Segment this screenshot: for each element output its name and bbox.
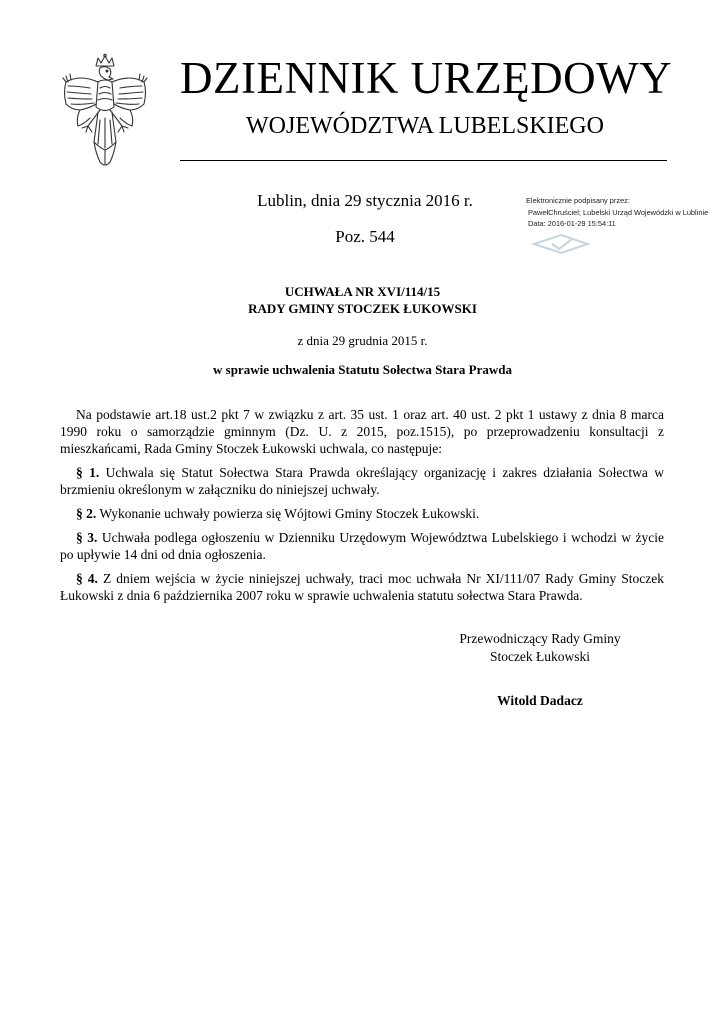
paragraph-number: § 2. (76, 506, 97, 521)
paragraph-4 (60, 570, 664, 604)
paragraph-text: Wykonanie uchwały powierza się Wójtowi Gminy Stoczek Łukowski. (96, 506, 480, 521)
masthead-subtitle: WOJEWÓDZTWA LUBELSKIEGO (246, 113, 604, 139)
signer-role-line-1: Przewodniczący Rady Gminy (459, 631, 621, 646)
position-number: Poz. 544 (335, 227, 395, 246)
signature-check-icon (530, 232, 592, 256)
polish-eagle-emblem (60, 52, 150, 170)
place-date: Lublin, dnia 29 stycznia 2016 r. (257, 191, 473, 210)
resolution-title (0, 283, 725, 317)
resolution-date: z dnia 29 grudnia 2015 r. (297, 333, 428, 348)
masthead-divider (180, 160, 667, 161)
resolution-body (60, 406, 664, 611)
paragraph-text: Z dniem wejścia w życie niniejszej uchwały, traci moc uchwała Nr XI/111/07 Rady Gminy Stoczek Łukowski z dnia 6 października 2007 roku w sprawie uchwalenia statutu sołectwa Stara Prawda. (60, 571, 665, 603)
paragraph-number: § 1. (76, 465, 100, 480)
resolution-title-number: UCHWAŁA NR XVI/114/15 (284, 284, 441, 299)
signature-line-date: Data: 2016-01-29 15:54:11 (528, 219, 616, 228)
signer-role-line-2: Stoczek Łukowski (489, 649, 591, 664)
signer-name: Witold Dadacz (497, 693, 583, 708)
resolution-subject: w sprawie uchwalenia Statutu Sołectwa Stara Prawda (213, 362, 512, 377)
paragraph-number: § 4. (76, 571, 98, 586)
resolution-title-council: RADY GMINY STOCZEK ŁUKOWSKI (248, 301, 477, 316)
signature-line-signed-by: Elektronicznie podpisany przez: (526, 196, 630, 205)
masthead-title: DZIENNIK URZĘDOWY (180, 53, 673, 103)
paragraph-1 (60, 464, 664, 498)
paragraph-text: Uchwała podlega ogłoszeniu w Dzienniku Urzędowym Województwa Lubelskiego i wchodzi w życie po upływie 14 dni od dnia ogłoszenia. (60, 530, 665, 562)
signer-role (410, 630, 670, 666)
paragraph-2 (60, 505, 664, 522)
preamble: Na podstawie art.18 ust.2 pkt 7 w związku z art. 35 ust. 1 oraz art. 40 ust. 2 pkt 1 ustawy z dnia 8 marca 1990 roku o samorządzie gminnym (Dz. U. z 2015, poz.1515), po przeprowadzeniu konsultacji z mieszkańcami, Rada Gminy Stoczek Łukowski uchwala, co następuje: (60, 407, 664, 456)
paragraph-text: Uchwala się Statut Sołectwa Stara Prawda określający organizację i zakres działania Sołectwa w brzmieniu określonym w załączniku do niniejszej uchwały. (60, 465, 665, 497)
paragraph-number: § 3. (76, 530, 98, 545)
signature-line-signer: PawełChruściel; Lubelski Urząd Wojewódzki w Lublinie (528, 207, 709, 217)
paragraph-3 (60, 529, 664, 563)
